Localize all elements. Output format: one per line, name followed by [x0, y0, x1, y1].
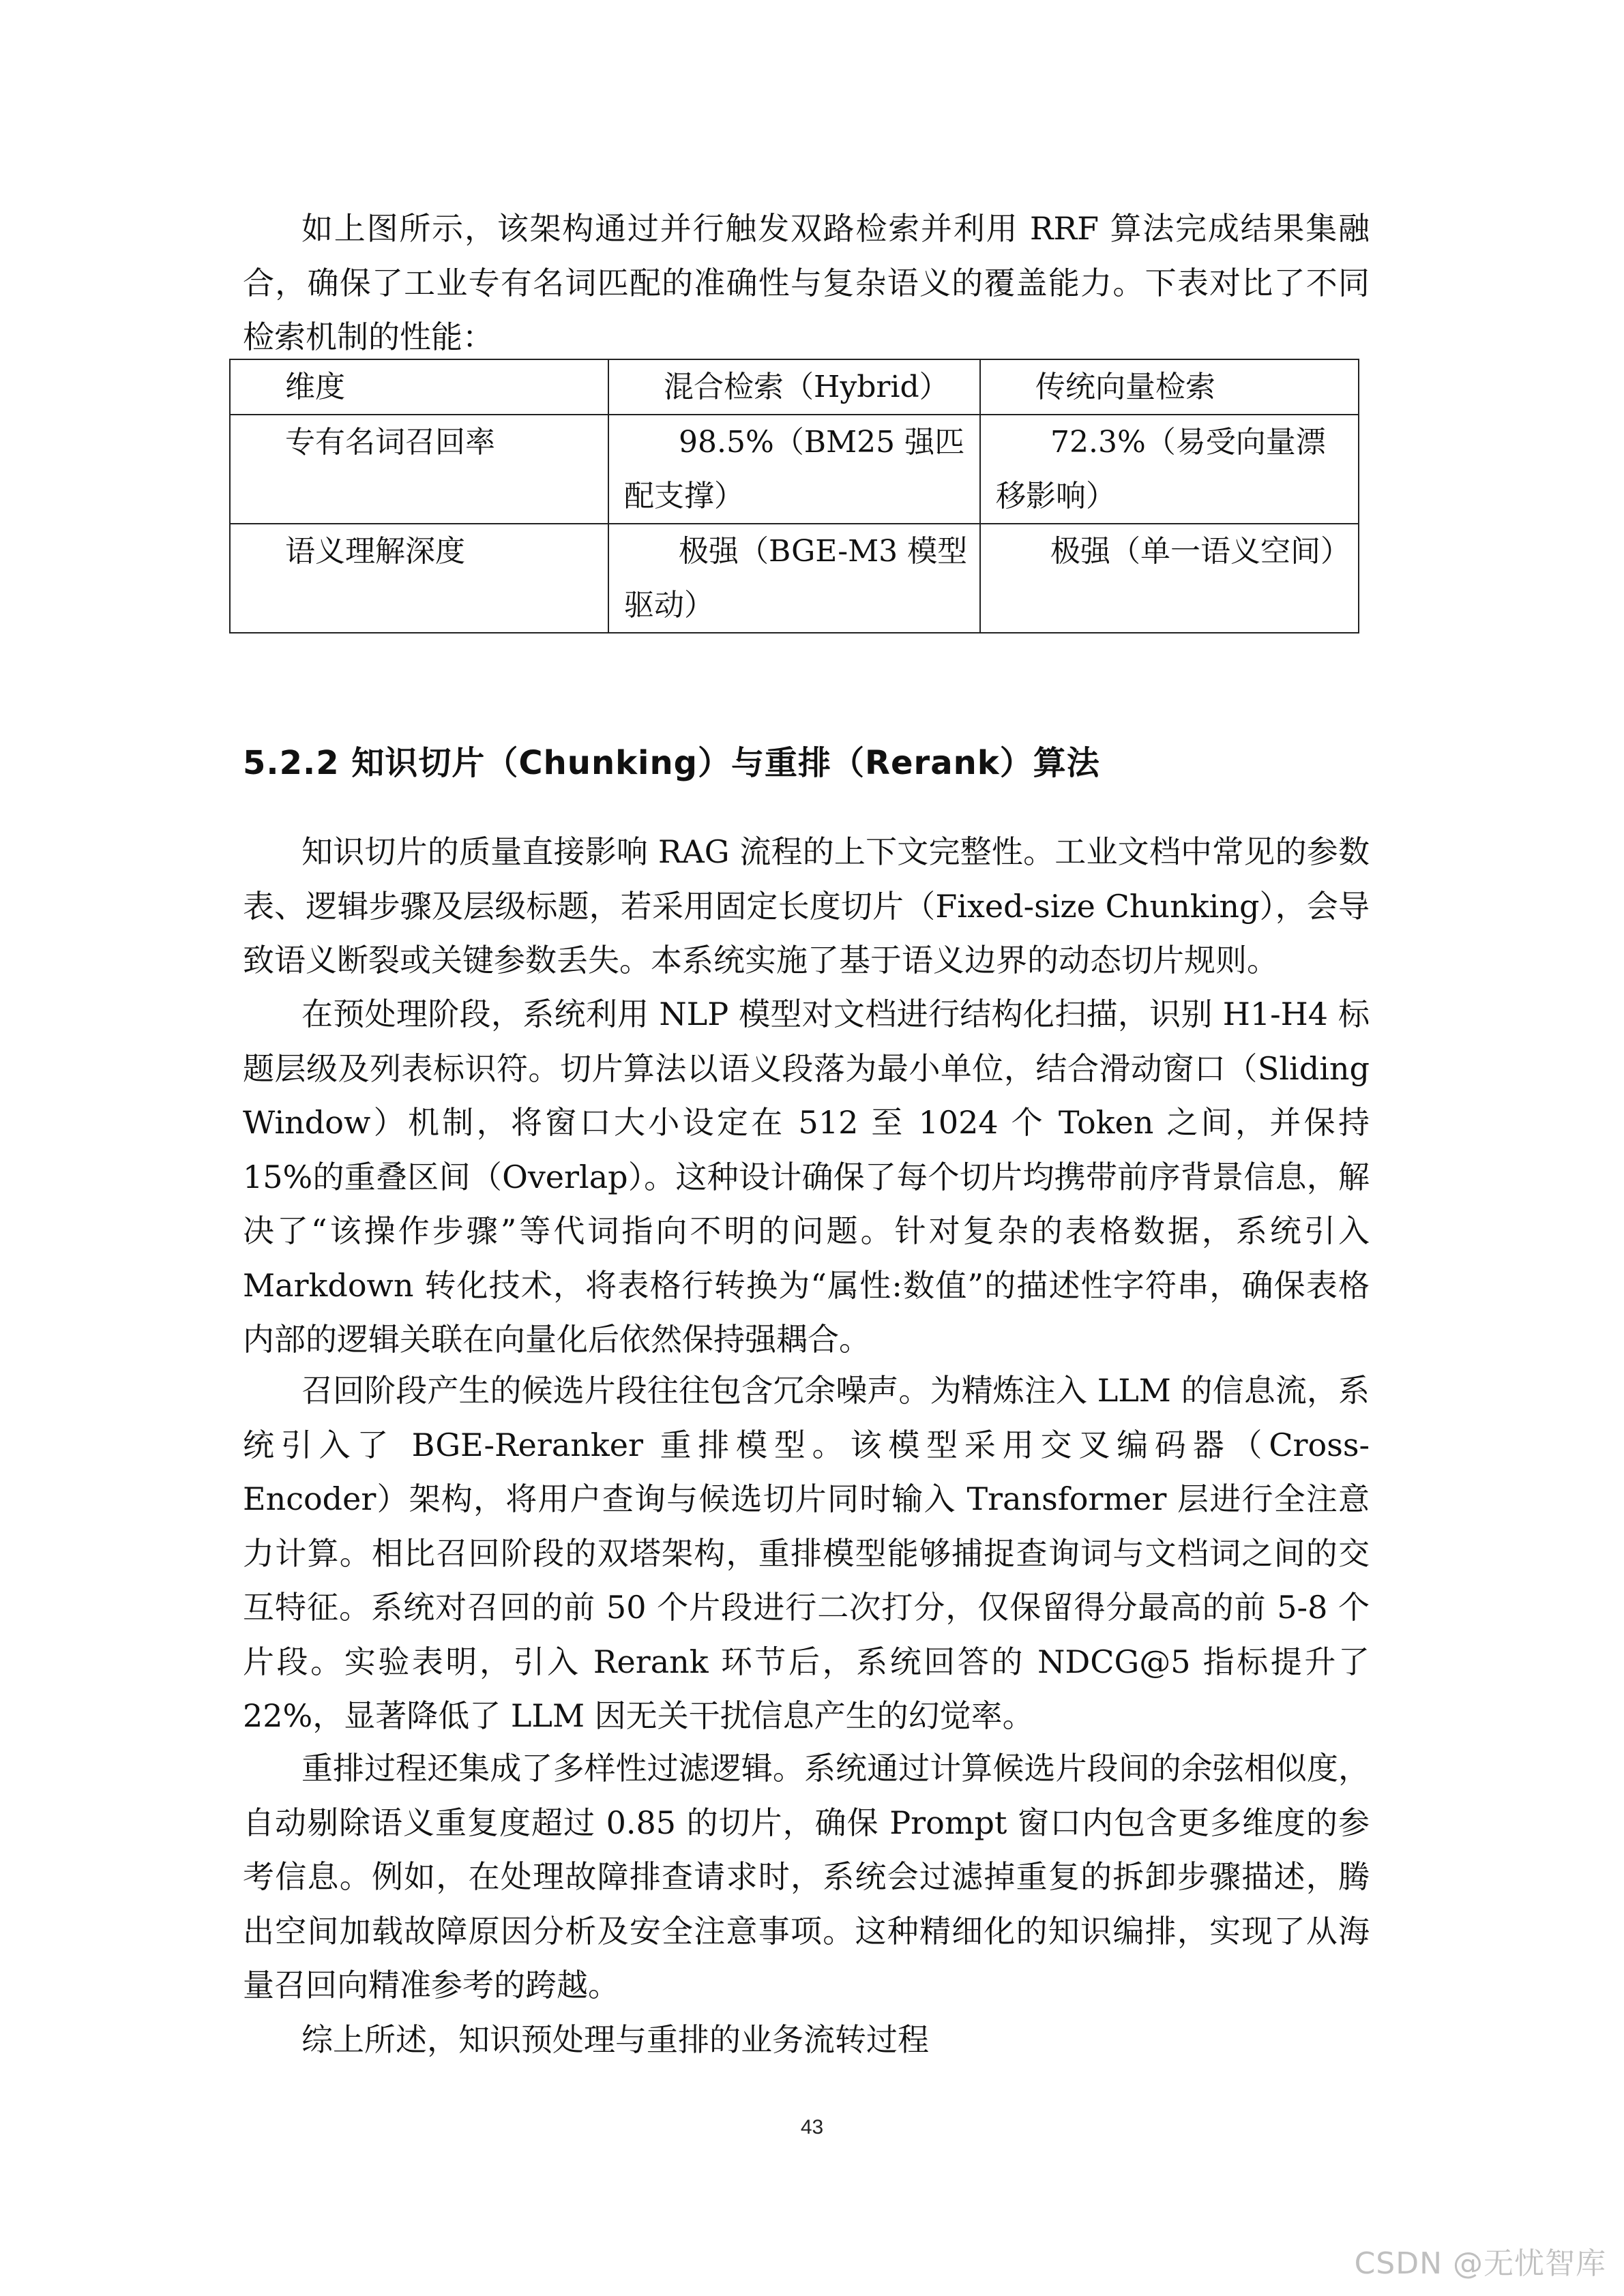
table-row	[230, 415, 1359, 524]
body-paragraph: 知识切片的质量直接影响 RAG 流程的上下文完整性。工业文档中常见的参数表、逻辑步骤及层级标题，若采用固定长度切片（Fixed-size Chunking），会导致语义断裂或关键参数丢失。本系统实施了基于语义边界的动态切片规则。	[243, 833, 1370, 979]
table-cell	[980, 524, 1359, 633]
table-header-cell: 维度	[230, 359, 608, 415]
table-cell-text: 极强（BGE-M3 模型驱动）	[624, 534, 968, 623]
comparison-table	[229, 359, 1359, 633]
watermark: CSDN @无忧智库	[1354, 2246, 1606, 2281]
table-cell-text: 极强（单一语义空间）	[1050, 534, 1350, 569]
table-cell	[980, 415, 1359, 524]
page-number: 43	[800, 2116, 824, 2138]
table-header-row	[230, 359, 1359, 415]
table-cell	[608, 524, 980, 633]
intro-paragraph: 如上图所示，该架构通过并行触发双路检索并利用 RRF 算法完成结果集融合，确保了工业专有名词匹配的准确性与复杂语义的覆盖能力。下表对比了不同检索机制的性能：	[243, 210, 1370, 355]
section-heading: 5.2.2 知识切片（Chunking）与重排（Rerank）算法	[243, 744, 1100, 782]
table-header-cell: 混合检索（Hybrid）	[608, 359, 980, 415]
table-row	[230, 524, 1359, 633]
table-header-cell: 传统向量检索	[980, 359, 1359, 415]
table-cell	[608, 415, 980, 524]
body-paragraph: 重排过程还集成了多样性过滤逻辑。系统通过计算候选片段间的余弦相似度，自动剔除语义重复度超过 0.85 的切片，确保 Prompt 窗口内包含更多维度的参考信息。例如，在处理故障排查请求时，系统会过滤掉重复的拆卸步骤描述，腾出空间加载故障原因分析及安全注意事项。这种精细化的知识编排，实现了从海量召回向精准参考的跨越。	[243, 1750, 1370, 2003]
table-cell-text: 72.3%（易受向量漂移影响）	[996, 425, 1326, 513]
table-cell: 专有名词召回率	[230, 415, 608, 524]
body-paragraph: 综上所述，知识预处理与重排的业务流转过程	[301, 2021, 929, 2058]
body-paragraph: 召回阶段产生的候选片段往往包含冗余噪声。为精炼注入 LLM 的信息流，系统引入了 BGE-Reranker 重排模型。该模型采用交叉编码器（Cross-Encoder）架构，将用户查询与候选切片同时输入 Transformer 层进行全注意力计算。相比召回阶段的双塔架构，重排模型能够捕捉查询词与文档词之间的交互特征。系统对召回的前 50 个片段进行二次打分，仅保留得分最高的前 5-8 个片段。实验表明，引入 Rerank 环节后，系统回答的 NDCG@5 指标提升了 22%，显著降低了 LLM 因无关干扰信息产生的幻觉率。	[243, 1372, 1370, 1734]
body-paragraph: 在预处理阶段，系统利用 NLP 模型对文档进行结构化扫描，识别 H1-H4 标题层级及列表标识符。切片算法以语义段落为最小单位，结合滑动窗口（Sliding Window）机制，将窗口大小设定在 512 至 1024 个 Token 之间，并保持 15%的重叠区间（Overlap）。这种设计确保了每个切片均携带前序背景信息，解决了“该操作步骤”等代词指向不明的问题。针对复杂的表格数据，系统引入 Markdown 转化技术，将表格行转换为“属性:数值”的描述性字符串，确保表格内部的逻辑关联在向量化后依然保持强耦合。	[243, 996, 1370, 1358]
table-cell: 语义理解深度	[230, 524, 608, 633]
table-cell-text: 98.5%（BM25 强匹配支撑）	[624, 425, 965, 513]
